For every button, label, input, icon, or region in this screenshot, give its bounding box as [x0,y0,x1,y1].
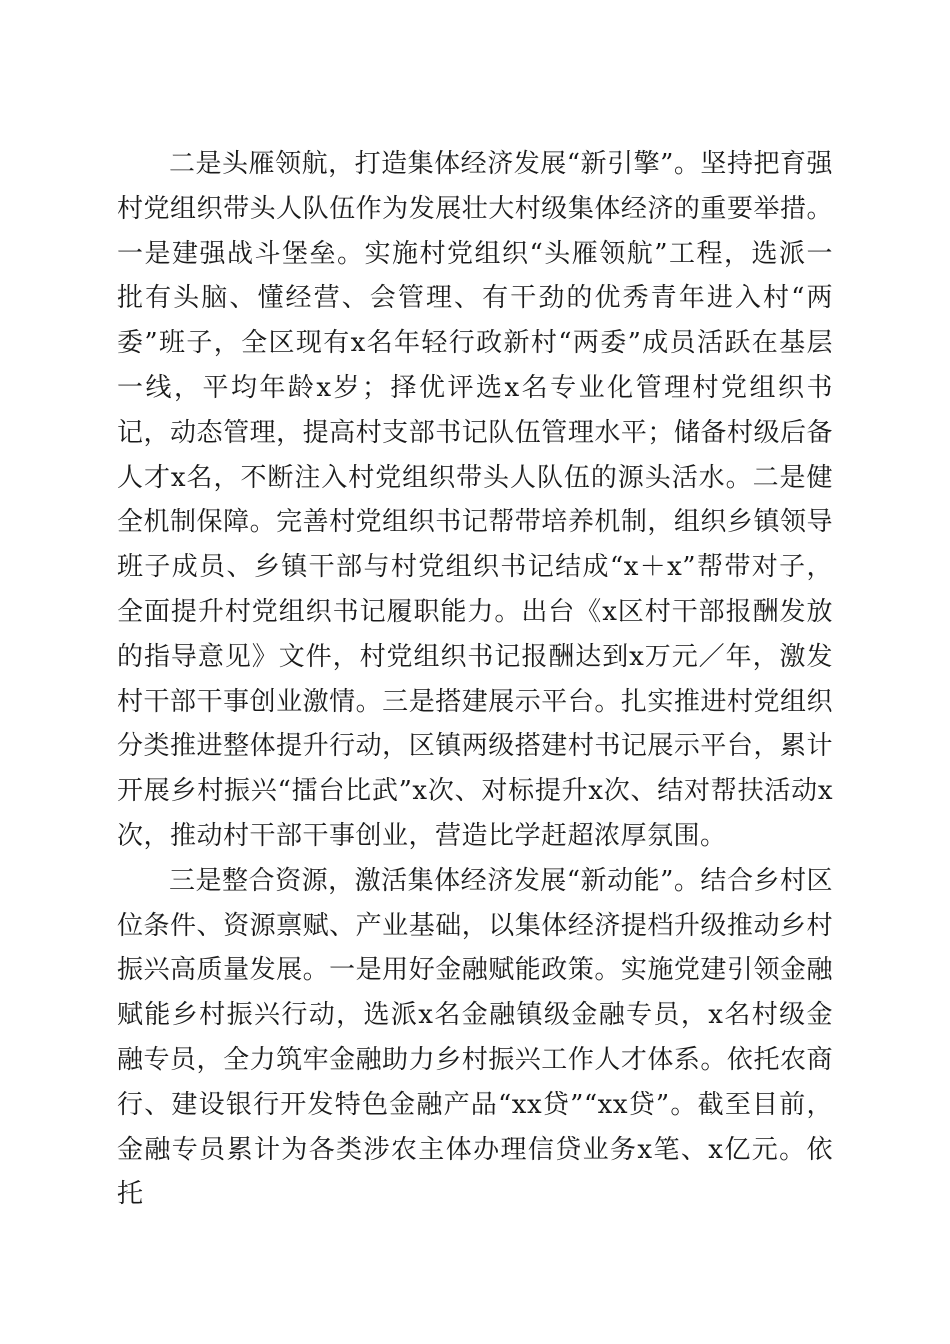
paragraph-2: 三是整合资源，激活集体经济发展“新动能”。结合乡村区位条件、资源禀赋、产业基础，以集体经济提档升级推动乡村振兴高质量发展。一是用好金融赋能政策。实施党建引领金融赋能乡村振兴行动，选派x名金融镇级金融专员，x名村级金融专员，全力筑牢金融助力乡村振兴工作人才体系。依托农商行、建设银行开发特色金融产品“xx贷”“xx贷”。截至目前，金融专员累计为各类涉农主体办理信贷业务x笔、x亿元。依托 [117,865,833,1210]
document-body [117,142,833,1217]
paragraph-1: 二是头雁领航，打造集体经济发展“新引擎”。坚持把育强村党组织带头人队伍作为发展壮大村级集体经济的重要举措。一是建强战斗堡垒。实施村党组织“头雁领航”工程，选派一批有头脑、懂经营、会管理、有干劲的优秀青年进入村“两委”班子，全区现有x名年轻行政新村“两委”成员活跃在基层一线，平均年龄x岁；择优评选x名专业化管理村党组织书记，动态管理，提高村支部书记队伍管理水平；储备村级后备人才x名，不断注入村党组织带头人队伍的源头活水。二是健全机制保障。完善村党组织书记帮带培养机制，组织乡镇领导班子成员、乡镇干部与村党组织书记结成“x＋x”帮带对子，全面提升村党组织书记履职能力。出台《x区村干部报酬发放的指导意见》文件，村党组织书记报酬达到x万元／年，激发村干部干事创业激情。三是搭建展示平台。扎实推进村党组织分类推进整体提升行动，区镇两级搭建村书记展示平台，累计开展乡村振兴“擂台比武”x次、对标提升x次、结对帮扶活动x次，推动村干部干事创业，营造比学赶超浓厚氛围。 [117,149,833,851]
